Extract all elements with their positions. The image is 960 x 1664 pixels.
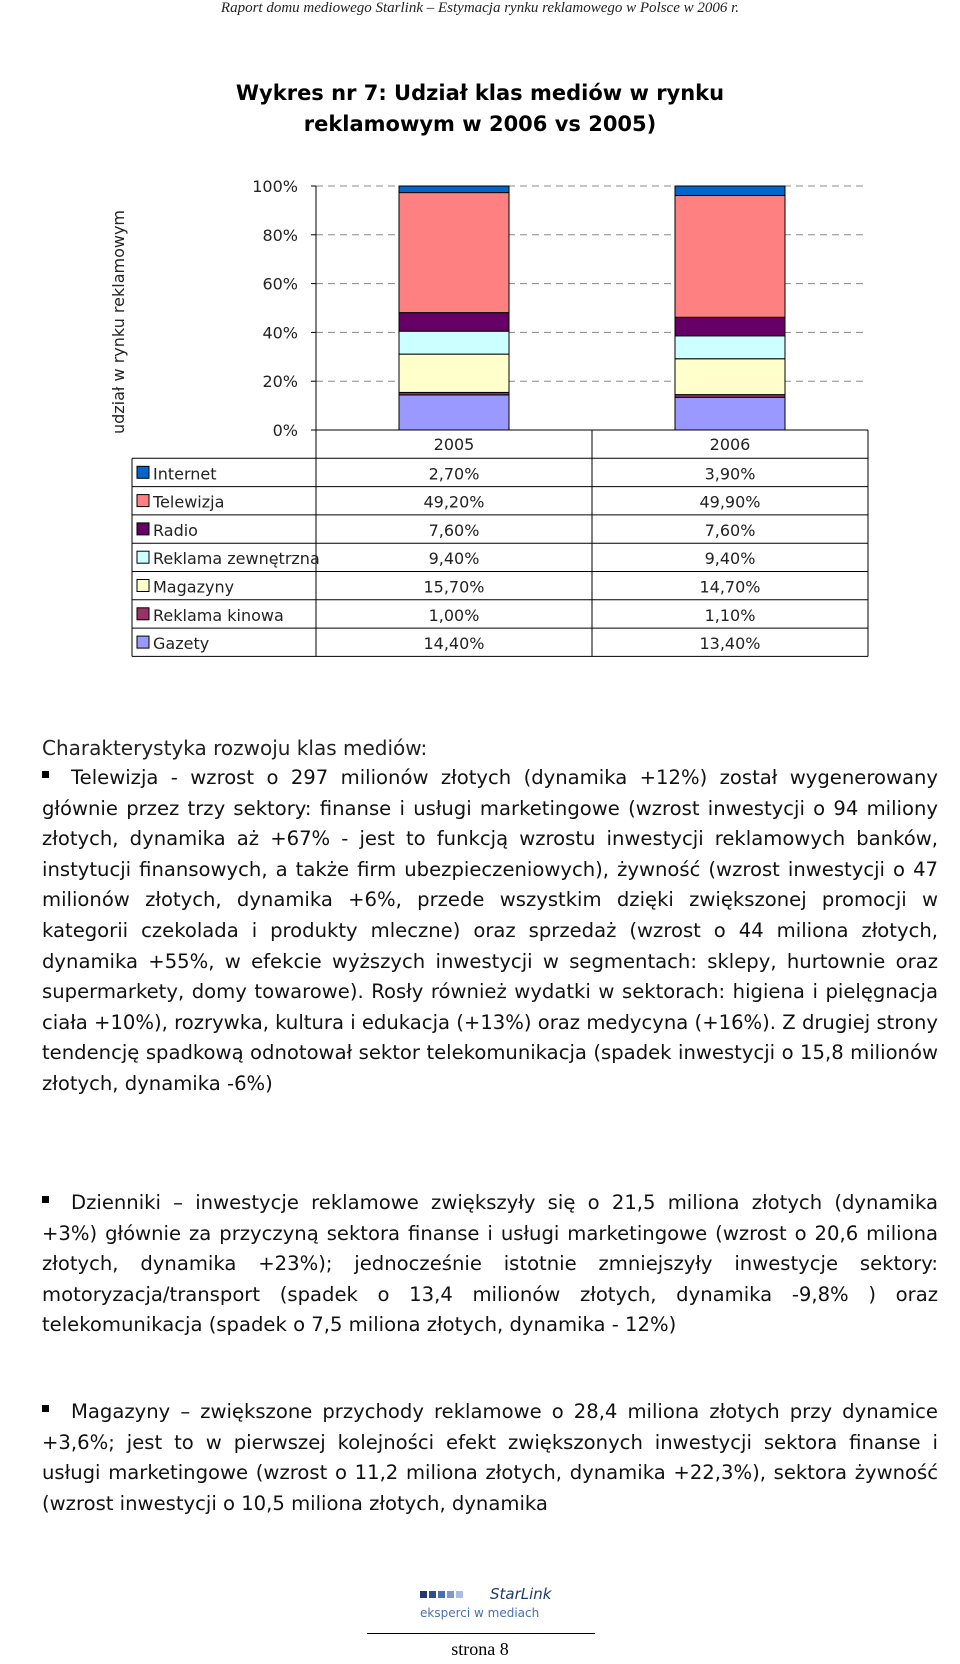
legend-label: Internet xyxy=(153,464,217,484)
bullet-icon xyxy=(42,1196,49,1203)
data-label: 2,70% xyxy=(428,464,480,484)
legend-key xyxy=(137,580,149,592)
data-label: 49,90% xyxy=(699,492,761,512)
data-label: 14,40% xyxy=(423,634,485,654)
data-label: 1,10% xyxy=(704,605,756,625)
legend-key xyxy=(137,495,149,507)
bar-segment xyxy=(399,186,509,193)
bar-segment xyxy=(399,313,509,332)
paragraph-text: Dzienniki – inwestycje reklamowe zwiększyły się o 21,5 miliona złotych (dynamika +3%) głównie za przyczyną sektora finanse i usługi marketingowe (wzrost o 20,6 miliona złotych, dynamika +23%); jednocześnie istotnie zmniejszyły inwestycje sektory: motoryzacja/transport (spadek o 13,4 milionów złotych, dynamika -9,8% ) oraz telekomunikacja (spadek o 7,5 miliona złotych, dynamika - 12%) xyxy=(42,1191,938,1337)
legend-label: Magazyny xyxy=(153,577,235,597)
legend-label: Gazety xyxy=(153,634,210,654)
data-label: 1,00% xyxy=(428,605,480,625)
paragraph-telewizja xyxy=(42,763,938,1100)
data-label: 49,20% xyxy=(423,492,485,512)
starlink-logo xyxy=(418,1585,568,1621)
stacked-bar-chart xyxy=(0,0,960,680)
running-header: Raport domu mediowego Starlink – Estymacja rynku reklamowego w Polsce w 2006 r. xyxy=(220,0,740,16)
bar-segment xyxy=(675,359,785,395)
legend-key xyxy=(137,466,149,478)
bar-segment xyxy=(675,397,785,430)
legend-label: Radio xyxy=(153,520,198,540)
y-tick-label: 20% xyxy=(262,372,298,392)
footer-divider xyxy=(367,1633,595,1634)
y-tick-label: 60% xyxy=(262,274,298,294)
section-title: Charakterystyka rozwoju klas mediów: xyxy=(42,736,428,760)
chart-title-line-2: reklamowym w 2006 vs 2005) xyxy=(303,112,657,136)
bullet-icon xyxy=(42,1405,49,1412)
paragraph-dzienniki xyxy=(42,1188,938,1341)
paragraph-text: Telewizja - wzrost o 297 milionów złotych (dynamika +12%) został wygenerowany głównie przez trzy sektory: finanse i usługi marketingowe (wzrost inwestycji o 94 miliony złotych, dynamika aż +67% - jest to funkcją wzrostu inwestycji reklamowych banków, instytucji finansowych, a także firm ubezpieczeniowych), żywność (wzrost inwestycji o 47 milionów złotych, dynamika +6%, przede wszystkim dzięki zwiększonej promocji w kategorii czekolada i produkty mleczne) oraz sprzedaż (wzrost o 44 miliona złotych, dynamika +55%, w efekcie wyższych inwestycji w segmentach: sklepy, hurtownie oraz supermarkety, domy towarowe). Rosły również wydatki w sektorach: higiena i pielęgnacja ciała +10%), rozrywka, kultura i edukacja (+13%) oraz medycyna (+16%). Z drugiej strony tendencję spadkową odnotował sektor telekomunikacja (spadek inwestycji o 15,8 milionów złotych, dynamika -6%) xyxy=(42,766,938,1095)
data-label: 7,60% xyxy=(428,520,480,540)
data-label: 7,60% xyxy=(704,520,756,540)
data-label: 9,40% xyxy=(428,549,480,569)
logo-tagline: eksperci w mediach xyxy=(420,1606,540,1620)
legend-label: Reklama zewnętrzna xyxy=(153,549,320,569)
legend-key xyxy=(137,551,149,563)
data-label: 15,70% xyxy=(423,577,485,597)
y-tick-label: 0% xyxy=(272,421,298,440)
bullet-icon xyxy=(42,771,49,778)
logo-brand: StarLink xyxy=(490,1585,552,1603)
chart-title-line-1: Wykres nr 7: Udział klas mediów w rynku xyxy=(235,81,725,105)
y-tick-label: 80% xyxy=(262,225,298,245)
page-number: strona 8 xyxy=(451,1639,509,1659)
bar-segment xyxy=(675,317,785,336)
legend-label: Telewizja xyxy=(153,492,225,512)
legend-key xyxy=(137,636,149,648)
bar-segment xyxy=(399,331,509,354)
x-tick-label: 2006 xyxy=(709,435,751,454)
y-axis-label: udział w rynku reklamowym xyxy=(109,209,128,435)
data-label: 14,70% xyxy=(699,577,761,597)
bar-segment xyxy=(675,336,785,359)
data-label: 3,90% xyxy=(704,464,756,484)
bar-segment xyxy=(399,395,509,430)
legend-key xyxy=(137,608,149,620)
bar-segment xyxy=(399,193,509,313)
x-tick-label: 2005 xyxy=(433,435,475,454)
y-tick-label: 40% xyxy=(262,323,298,343)
paragraph-magazyny xyxy=(42,1397,938,1519)
paragraph-text: Magazyny – zwiększone przychody reklamowe o 28,4 miliona złotych przy dynamice +3,6%; jest to w pierwszej kolejności efekt zwiększonych inwestycji sektora finanse i usługi marketingowe (wzrost o 11,2 miliona złotych, dynamika +22,3%), sektora żywność (wzrost inwestycji o 10,5 miliona złotych, dynamika xyxy=(42,1400,938,1515)
legend-key xyxy=(137,523,149,535)
bar-segment xyxy=(675,186,785,196)
data-label: 9,40% xyxy=(704,549,756,569)
bar-segment xyxy=(675,196,785,318)
data-label: 13,40% xyxy=(699,634,761,654)
y-tick-label: 100% xyxy=(252,177,298,196)
legend-label: Reklama kinowa xyxy=(153,605,284,625)
bar-segment xyxy=(399,354,509,392)
